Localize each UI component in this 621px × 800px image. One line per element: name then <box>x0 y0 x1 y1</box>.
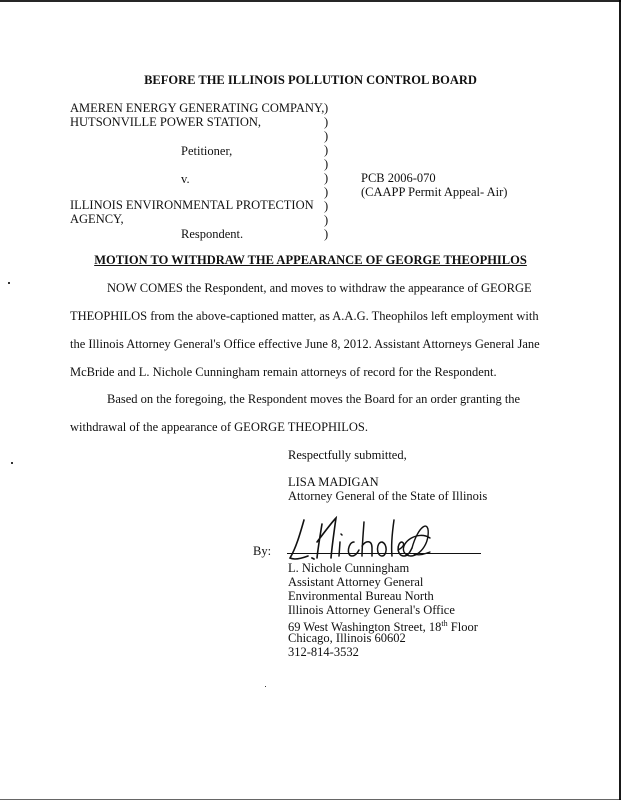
street-address-suffix: Floor <box>447 620 478 635</box>
street-address-ordinal: th <box>441 619 448 628</box>
case-number: PCB 2006-070 <box>361 171 436 185</box>
paragraph1-line2: THEOPHILOS from the above-captioned matter, as A.A.G. Theophilos left employment with <box>70 309 539 323</box>
paragraph2-line2: withdrawal of the appearance of GEORGE THEOPHILOS. <box>70 420 368 434</box>
phone-number: 312-814-3532 <box>288 645 359 659</box>
case-type: (CAAPP Permit Appeal- Air) <box>361 185 508 199</box>
caption-paren: ) <box>324 157 329 171</box>
versus: v. <box>181 172 190 186</box>
board-title: BEFORE THE ILLINOIS POLLUTION CONTROL BOARD <box>144 73 477 87</box>
closing: Respectfully submitted, <box>288 448 407 462</box>
attorney-general-name: LISA MADIGAN <box>288 475 379 489</box>
scan-speck <box>11 462 13 464</box>
street-address-prefix: 69 West Washington Street, 18 <box>288 620 442 635</box>
caption-paren: ) <box>324 227 329 241</box>
caption-paren: ) <box>324 199 329 213</box>
paragraph1-line4: McBride and L. Nichole Cunningham remain attorneys of record for the Respondent. <box>70 365 497 379</box>
caption-paren: ) <box>324 129 329 143</box>
caption-paren: ) <box>324 171 329 185</box>
paragraph1-line3: the Illinois Attorney General's Office effective June 8, 2012. Assistant Attorneys General Jane <box>70 337 540 351</box>
motion-heading-text: MOTION TO WITHDRAW THE APPEARANCE OF GEORGE THEOPHILOS <box>94 253 527 267</box>
respondent-name-line2: AGENCY, <box>70 212 124 226</box>
scan-edge-top <box>0 0 621 2</box>
paragraph2-line1: Based on the foregoing, the Respondent moves the Board for an order granting the <box>107 392 521 406</box>
caption-paren: ) <box>324 143 329 157</box>
caption-paren: ) <box>324 213 329 227</box>
office: Illinois Attorney General's Office <box>288 603 455 617</box>
caption-paren: ) <box>324 101 329 115</box>
petitioner-name-line2: HUTSONVILLE POWER STATION, <box>70 115 261 129</box>
scan-speck <box>8 282 10 284</box>
paragraph1-line1: NOW COMES the Respondent, and moves to withdraw the appearance of GEORGE <box>107 281 532 295</box>
petitioner-role: Petitioner, <box>181 144 233 158</box>
signer-name: L. Nichole Cunningham <box>288 561 410 575</box>
caption-paren: ) <box>324 115 329 129</box>
respondent-role: Respondent. <box>181 227 244 241</box>
attorney-general-title: Attorney General of the State of Illinois <box>288 489 488 503</box>
motion-heading <box>0 253 621 267</box>
city-state-zip: Chicago, Illinois 60602 <box>288 631 406 645</box>
signer-title: Assistant Attorney General <box>288 575 424 589</box>
respondent-name-line1: ILLINOIS ENVIRONMENTAL PROTECTION <box>70 198 314 212</box>
by-label: By: <box>253 544 272 558</box>
caption-paren: ) <box>324 185 329 199</box>
bureau: Environmental Bureau North <box>288 589 434 603</box>
scan-speck <box>265 686 266 687</box>
petitioner-name-line1: AMEREN ENERGY GENERATING COMPANY, <box>70 101 325 115</box>
